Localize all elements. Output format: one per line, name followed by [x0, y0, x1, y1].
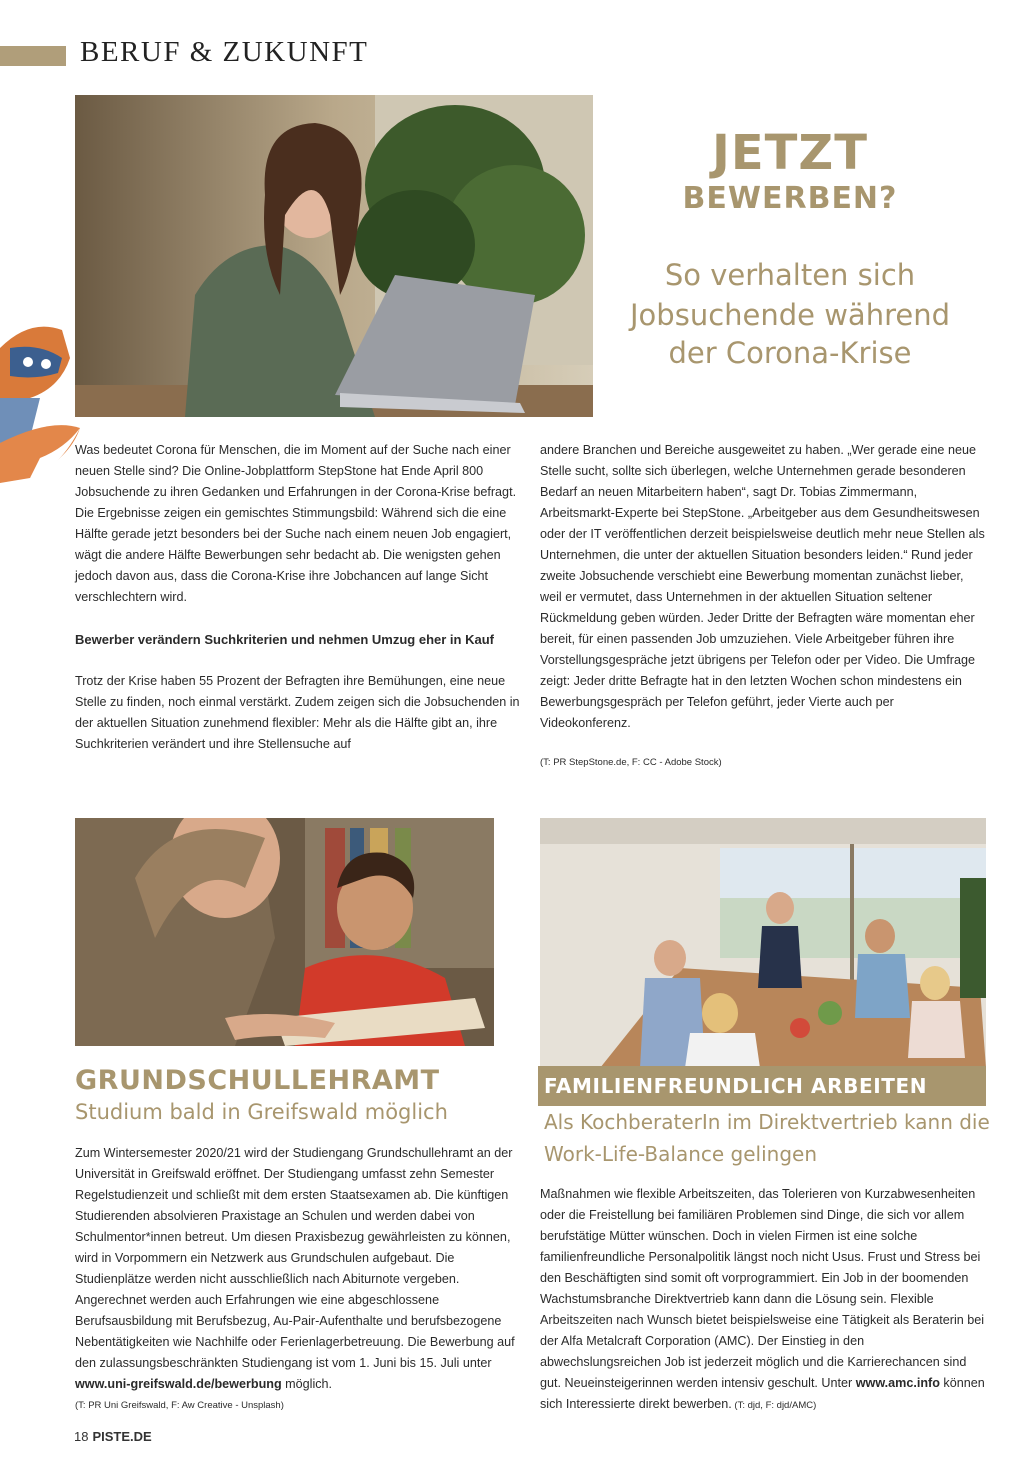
article2-subtitle: Studium bald in Greifswald möglich — [75, 1100, 448, 1124]
article1-title-line2: BEWERBEN? — [682, 181, 898, 216]
article2-body-column — [75, 1143, 527, 1416]
article1-paragraph-3: andere Branchen und Bereiche ausgeweitet zu haben. „Wer gerade eine neue Stelle sucht, sollte sich überlegen, welche Unternehmen gerade besonderen Bedarf an neuen Mitarbeitern haben“, sagt Dr. Tobias Zimmermann, Arbeitsmarkt-Experte bei StepStone. „Arbeitgeber aus dem Gesundheitswesen oder der IT veröffentlichen derzeit beispielsweise deutlich mehr neue Stellen als Unternehmen, die unter der aktuellen Situation besonders leiden.“ Rund jeder zweite Jobsuchende verschiebt eine Bewerbung momentan zunächst lieber, weil er vermutet, dass Unternehmen in der aktuellen Situation seltener Rückmeldung geben würden. Jeder Dritte der Befragten wäre momentan eher bereit, für einen passenden Job umzuziehen. Viele Arbeitgeber führen ihre Vorstellungsgespräche jetzt übrigens per Telefon oder per Video. Die Umfrage zeigt: Jeder dritte Befragte hat in den letzten Wochen schon mindestens ein Bewerbungsgespräch per Telefon geführt, jeder Vierte auch per Videokonferenz. — [540, 443, 985, 730]
article1-subheading: Bewerber verändern Suchkriterien und nehmen Umzug eher in Kauf — [75, 632, 494, 647]
photo-mother-child-reading — [75, 818, 494, 1046]
article2-credit: (T: PR Uni Greifswald, F: Aw Creative - Unsplash) — [75, 1400, 284, 1411]
article1-paragraph-1: Was bedeutet Corona für Menschen, die im Moment auf der Suche nach einer neuen Stelle sind? Die Online-Jobplattform StepStone hat Ende April 800 Jobsuchende zu ihren Gedanken und Erfahrungen in der Corona-Krise befragt. Die Ergebnisse zeigen ein gemischtes Stimmungsbild: Während sich die eine Hälfte gerade jetzt besonders bei der Suche nach einem neuen Job engagiert, wägt die andere Hälfte Bewerbungen sehr bedacht ab. Die wenigsten gehen jedoch davon aus, dass die Corona-Krise ihre Jobchancen auf lange Sicht verschlechtern wird. — [75, 443, 517, 604]
article1-column-right — [540, 440, 988, 773]
article3-subtitle-line1: Als KochberaterIn im Direktvertrieb kann die — [544, 1110, 990, 1134]
article2-title: GRUNDSCHULLEHRAMT — [75, 1065, 440, 1096]
page-number: 18 — [74, 1429, 89, 1444]
article1-paragraph-2: Trotz der Krise haben 55 Prozent der Befragten ihre Bemühungen, eine neue Stelle zu finden, noch einmal verstärkt. Zudem zeigen sich die Jobsuchenden in der aktuellen Situation zunehmend flexibler: Mehr als die Hälfte gibt an, ihre Suchkriterien verändert und ihre Stellensuche auf — [75, 674, 520, 751]
article3-body: Maßnahmen wie flexible Arbeitszeiten, das Tolerieren von Kurzabwesenheiten oder die Freistellung bei familiären Problemen sind Dinge, die sich vor allem berufstätige Mütter wünschen. Doch in vielen Firmen ist eine solche familienfreundliche Personalpolitik längst noch nicht Usus. Frust und Stress bei den Beschäftigten sind somit oft vorprogrammiert. Ein Job in der boomenden Wachstumsbranche Direktvertrieb kann dann die Lösung sein. Flexible Arbeitszeiten nach Wunsch bietet beispielsweise eine Tätigkeit als Beraterin bei der Alfa Metalcraft Corporation (AMC). Der Einstieg in den abwechslungsreichen Job ist jederzeit möglich und die Karrierechancen sind gut. Neueinsteigerinnen werden intensiv geschult. Unter — [540, 1187, 985, 1390]
photo-family-dining — [540, 818, 986, 1068]
article1-subtitle-line3: der Corona-Krise — [668, 336, 912, 370]
article1-credit: (T: PR StepStone.de, F: CC - Adobe Stock) — [540, 757, 722, 768]
photo-woman-laptop — [75, 95, 593, 417]
section-title: BERUF & ZUKUNFT — [80, 36, 369, 68]
article2-paragraph — [75, 1143, 527, 1395]
article1-subtitle-line2: Jobsuchende während — [630, 298, 950, 332]
article3-title-banner: FAMILIENFREUNDLICH ARBEITEN — [538, 1066, 986, 1106]
article1-subtitle-line1: So verhalten sich — [664, 258, 916, 292]
article1-column-left — [75, 440, 523, 755]
article3-body-column — [540, 1184, 988, 1416]
article2-after-link: möglich. — [281, 1377, 333, 1391]
article3-paragraph — [540, 1184, 988, 1416]
article2-link[interactable]: www.uni-greifswald.de/bewerbung — [75, 1377, 282, 1391]
article3-credit: (T: djd, F: djd/AMC) — [731, 1400, 817, 1411]
article3-link[interactable]: www.amc.info — [855, 1376, 940, 1390]
article3-subtitle-line2: Work-Life-Balance gelingen — [544, 1142, 817, 1166]
article2-body: Zum Wintersemester 2020/21 wird der Studiengang Grundschullehramt an der Universität in Greifswald eröffnet. Der Studiengang umfasst zehn Semester Regelstudienzeit und schließt mit dem ersten Staatsexamen ab. Die künftigen Studierenden absolvieren Praxistage an Schulen und werden dabei von Schulmentor*innen betreut. Um diesen Praxisbezug gewährleisten zu können, wird in Vorpommern ein Netzwerk aus Grundschulen aufgebaut. Die Studienplätze werden nicht ausschließlich nach Abiturnote vergeben. Angerechnet werden auch Erfahrungen wie eine abgeschlossene Berufsausbildung mit Berufsbezug, Au-Pair-Aufenthalte und berufsbezogene Nebentätigkeiten wie Nachhilfe oder Ferienlagerbetreuung. Die Bewerbung auf den zulassungsbeschränkten Studiengang ist vom 1. Juni bis 15. Juli unter — [75, 1146, 515, 1370]
page-footer — [74, 1429, 152, 1444]
footer-brand: PISTE.DE — [92, 1429, 152, 1444]
section-color-bar — [0, 46, 66, 66]
article1-title-line1: JETZT — [712, 125, 868, 181]
article3-after-link: können sich Interessierte direkt bewerben. — [540, 1376, 985, 1411]
